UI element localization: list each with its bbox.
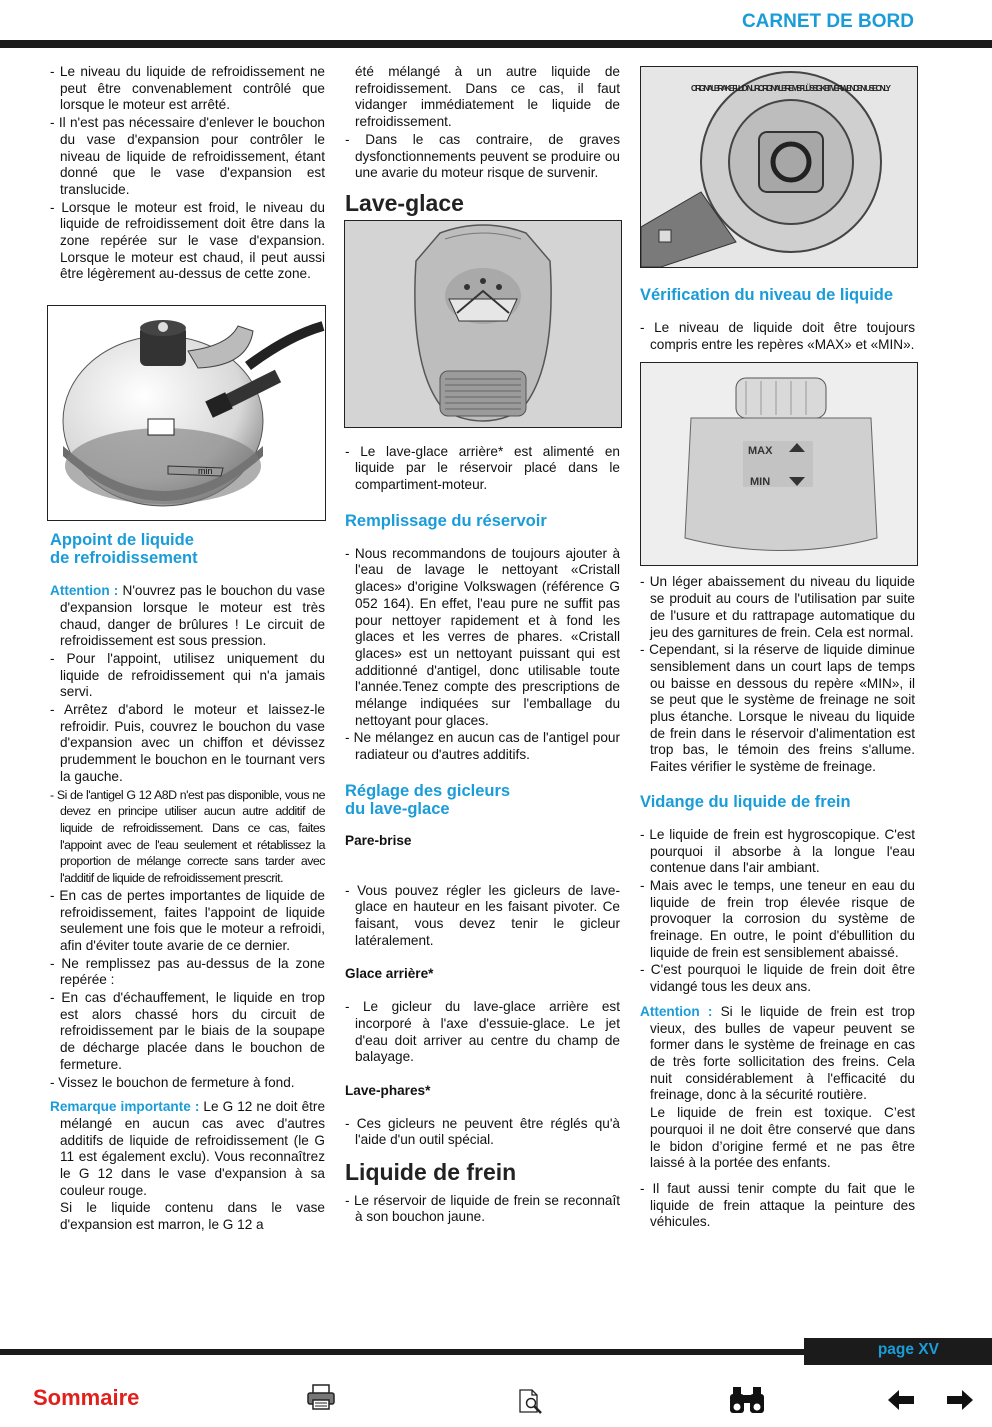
paragraph: - Arrêtez d'abord le moteur et laissez-le refroidir. Puis, couvrez le bouchon du vase d'expansion avec un chiffon et dévissez prudemment le bouchon en le tournant vers la gauche. [50,702,325,784]
remark-note [50,1099,325,1199]
attention-text: Si le liquide de frein est trop vieux, des bulles de vapeur peuvent se former dans le système de freinage en cas de très forte sollicitation des freins. Cela nuit considérablement à l'efficacité du freinage, donc à la sécurité routière. [650,1003,915,1103]
paragraph: - Le réservoir de liquide de frein se reconnaît à son bouchon jaune. [345,1192,620,1225]
washer-cap-illustration [345,221,621,427]
section-heading-verification: Vérification du niveau de liquide [640,286,894,304]
arrow-left-icon[interactable] [886,1388,916,1417]
paragraph: - En cas de pertes importantes de liquide de refroidissement, faites l'appoint de liquide seulement une fois que le moteur a refroidi, afin d'éviter toute avarie de ce dernier. [50,887,325,953]
paragraph: - Si de l'antigel G 12 A8D n'est pas disponible, vous ne devez en principe utiliser aucun autre additif de liquide de refroidissement. Dans ce cas, faites l'appoint avec de l'eau seulement et rétablissez la proportion de mélange correcte sans tarder avec l'additif de liquide de refroidissement prescrit. [50,787,325,886]
attention-note [640,1004,915,1104]
coolant-reservoir-figure [47,305,326,521]
remark-label: Remarque importante : [50,1099,200,1115]
paragraph: - Ne remplissez pas au-dessus de la zone repérée : [50,955,325,988]
sommaire-link[interactable]: Sommaire [33,1385,140,1410]
paragraph: - Ces gicleurs ne peuvent être réglés qu'à l'aide d'un outil spécial. [345,1115,620,1148]
paragraph: - Ne mélangez en aucun cas de l'antigel pour radiateur ou d'autres additifs. [345,730,620,763]
brake-reservoir-illustration [641,363,917,565]
brake-fluid-cap-illustration [641,67,917,267]
section-heading-lave-glace: Lave-glace [345,189,464,216]
column-3 [640,64,915,1232]
attention-label: Attention : [50,583,119,599]
subheading-pare-brise: Pare-brise [345,832,412,848]
paragraph: - Dans le cas contraire, de graves dysfonctionnements peuvent se produire ou une avarie du moteur risque de survenir. [345,131,620,181]
attention-note [50,583,325,650]
paragraph: - Le niveau de liquide doit être toujours compris entre les repères «MAX» et «MIN». [640,320,915,352]
paragraph: - Cependant, si la réserve de liquide diminue sensiblement dans un court laps de temps ou baisse en dessous du repère «MIN», il se peut que le système de freinage ne soit plus étanche. Lorsque le niveau du liquide de frein dans le réservoir d'alimentation est trop bas, le témoin des freins s'allume. Faites vérifier le système de freinage. [640,642,915,775]
heading-line: du lave-glace [345,799,450,818]
paragraph: - Vous pouvez régler les gicleurs de lave-glace en hauteur en les faisant pivoter. Ce faisant, vous devez tenir le gicleur latéralement. [345,882,620,948]
paragraph: - Le lave-glace arrière* est alimenté en liquide par le réservoir placé dans le compartiment-moteur. [345,443,620,493]
paragraph: - Un léger abaissement du niveau du liquide se produit au cours de l'utilisation par suite de l'usure et du rattrapage automatique du jeu des garnitures de frein. Cela est normal. [640,574,915,640]
cap-ring-text: ORIGINAL BRAKE FLUID · NUR ORIGINAL BREMSFLÜSSIGKEIT VERWENDEN · USE ONLY [691,84,891,93]
section-heading-vidange: Vidange du liquide de frein [640,792,851,811]
page-number: page XV [877,1341,939,1358]
washer-reservoir-figure [344,220,622,428]
coolant-reservoir-illustration [48,306,325,520]
section-heading-remplissage: Remplissage du réservoir [345,511,547,530]
subheading-lave-phares: Lave-phares* [345,1082,431,1098]
paragraph: - Le niveau du liquide de refroidissement ne peut être convenablement contrôlé que lorsque le moteur est arrêté. [50,64,325,113]
paragraph: - En cas d'échauffement, le liquide en trop est alors chassé hors du circuit de refroidissement par le biais de la soupape de décharge placée dans le bouchon de fermeture. [50,990,325,1072]
attention-text: N'ouvrez pas le bouchon du vase d'expansion lorsque le moteur est très chaud, danger de brûlures ! Le circuit de refroidissement est sous pression. [60,583,325,649]
paragraph: été mélangé à un autre liquide de refroidissement. Dans ce cas, il faut vidanger immédiatement le liquide de refroidissement. [355,64,620,130]
printer-icon[interactable] [306,1383,336,1416]
brake-reservoir-level-figure [640,362,918,566]
search-document-icon[interactable] [517,1388,545,1421]
max-label: MAX [748,445,773,458]
attention-text-continued: Le liquide de frein est toxique. C’est pourquoi il ne doit être conservé que dans le bidon d’origine fermé et ne pas être laissé à la portée des enfants. [650,1105,915,1171]
paragraph: - Il faut aussi tenir compte du fait que le liquide de frein attaque la peinture des véhicules. [640,1180,915,1230]
column-2 [345,64,620,1227]
paragraph: - Mais avec le temps, une teneur en eau du liquide de frein trop élevée risque de provoquer la corrosion du système de freinage. En outre, le point d'ébullition du liquide de frein est sensiblement abaissé. [640,877,915,960]
brake-fluid-cap-figure [640,66,918,268]
heading-line: Réglage des gicleurs [345,781,511,800]
heading-line: Appoint de liquide [50,531,194,550]
binoculars-icon[interactable] [728,1385,766,1420]
paragraph: - Nous recommandons de toujours ajouter à l'eau de lavage le nettoyant «Cristall glaces» d'origine Volkswagen (référence G 052 164). En effet, l'eau pure ne suffit pas pour nettoyer rapidement et à fond les glaces et les verres de phares. «Cristall glaces» est un nettoyant puissant qui est additionné d'antigel, donc utilisable toute l'année.Tenez compte des prescriptions de mélange indiquées sur l'emballage du nettoyant pour glaces. [345,545,620,728]
header-bar [0,40,992,48]
heading-line: de refroidissement [50,549,198,568]
remark-text-continued: Si le liquide contenu dans le vase d'expansion est marron, le G 12 a [60,1200,325,1233]
section-heading-reglage [345,782,620,818]
paragraph: - Pour l'appoint, utilisez uniquement du liquide de refroidissement qui n'a jamais servi. [50,650,325,700]
subheading-glace-arriere: Glace arrière* [345,966,434,982]
min-label: MIN [750,476,771,489]
section-heading-liquide-frein: Liquide de frein [345,1159,517,1186]
header-title: CARNET DE BORD [741,11,914,32]
paragraph: - Le liquide de frein est hygroscopique. C'est pourquoi il absorbe à la longue l'eau contenue dans l'air ambiant. [640,826,915,876]
section-heading-coolant [50,531,325,567]
attention-label: Attention : [640,1003,713,1019]
remark-text: Le G 12 ne doit être mélangé en aucun cas avec d'autres additifs de liquide de refroidissement (le G 11 est également exclu). Vous reconnaîtrez le G 12 dans le vase d'expansion à sa couleur rouge. [60,1099,325,1198]
paragraph: - Le gicleur du lave-glace arrière est incorporé à l'axe d'essuie-glace. Le jet d'eau doit arriver au centre du champ de balayage. [345,999,620,1065]
paragraph: - Lorsque le moteur est froid, le niveau du liquide de refroidissement doit être dans la zone repérée sur le vase d'expansion. Lorsque le moteur est chaud, il peut aussi être légèrement au-dessus de cette zone. [50,199,325,282]
paragraph: - C'est pourquoi le liquide de frein doit être vidangé tous les deux ans. [640,962,915,995]
column-1 [50,64,325,1235]
paragraph: - Vissez le bouchon de fermeture à fond. [50,1074,295,1090]
arrow-right-icon[interactable] [945,1388,975,1417]
min-mark-label: min [198,466,213,476]
paragraph: - Il n'est pas nécessaire d'enlever le bouchon du vase d'expansion pour contrôler le niveau de liquide de refroidissement, étant donné que le vase d'expansion est translucide. [50,115,325,197]
